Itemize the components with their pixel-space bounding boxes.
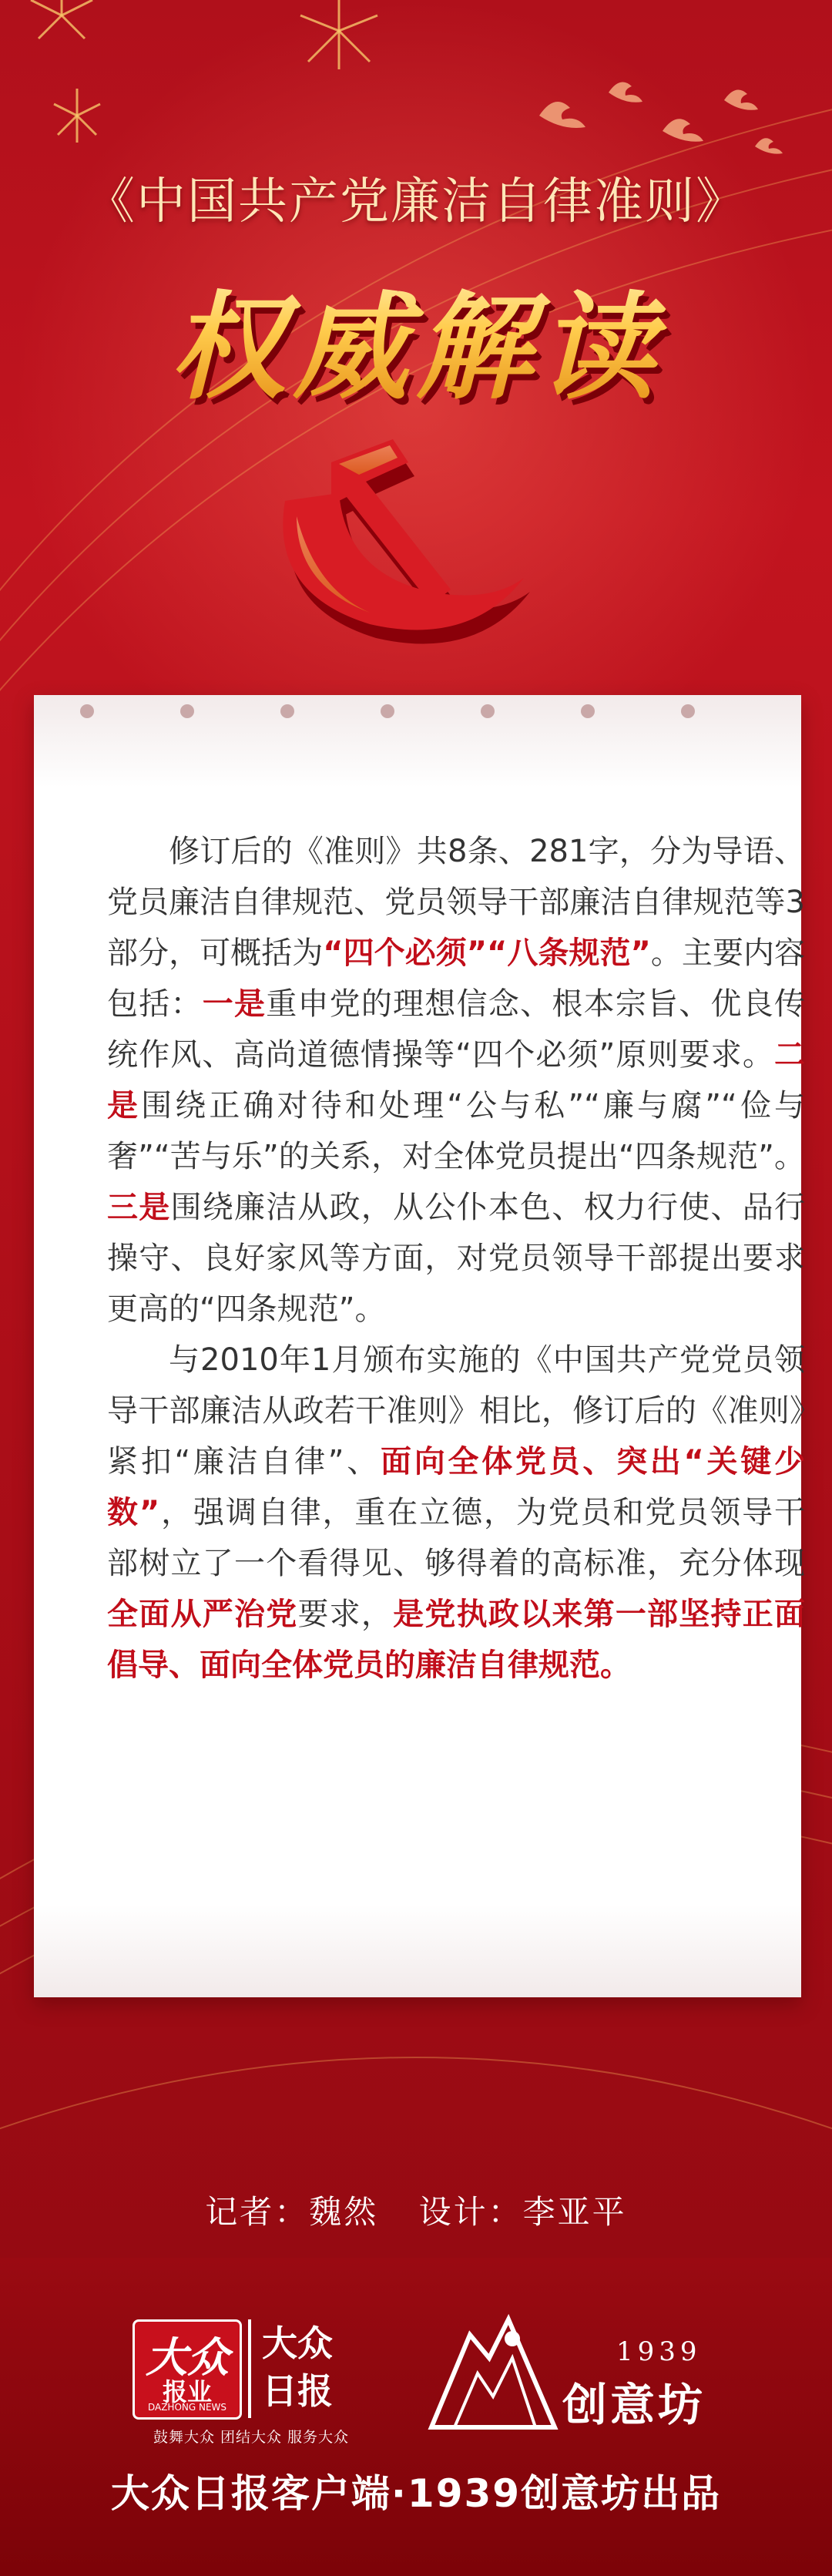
binding-hole (280, 704, 294, 718)
dazhong-logo (133, 2319, 242, 2420)
article-paragraph-1 (107, 826, 805, 1335)
highlight-text: 是党执政以来第一部坚持正面倡导、面向全体党员的廉洁自律规范。 (107, 1597, 806, 1683)
text-run: 要求， (297, 1597, 394, 1632)
logo-script-text: 大众 (146, 2333, 229, 2382)
binding-hole (180, 704, 194, 718)
text-run: 与2010年1月颁布实施的《中国共产党党员领导干部廉洁从政若干准则》相比，修订后的《准则》紧扣“廉洁自律”、 (107, 1342, 805, 1479)
binding-hole (481, 704, 495, 718)
brand-name: 创意坊 (562, 2379, 706, 2431)
brand-year: 1939 (616, 2336, 702, 2367)
text-run: ，强调自律，重在立德，为党员和党员领导干部树立了一个看得见、够得着的高标准，充分体现 (107, 1495, 805, 1581)
binding-hole (681, 704, 695, 718)
text-run: 重申党的理想信念、根本宗旨、优良传统作风、高尚道德情操等“四个必须”原则要求。 (107, 986, 806, 1073)
footer-producer-line: 大众日报客户端·1939创意坊出品 (110, 2471, 722, 2516)
text-run: 围绕正确对待和处理“公与私”“廉与腐”“俭与奢”“苦与乐”的关系，对全体党员提出“四条规范”。 (107, 1088, 805, 1174)
party-emblem-icon (239, 432, 547, 655)
designer-credit: 设计：李亚平 (418, 2193, 627, 2231)
logo-divider (248, 2319, 251, 2418)
credits (0, 2187, 832, 2233)
paper-bottom-edge (34, 1905, 801, 1997)
binding-hole (581, 704, 595, 718)
text-run: 修订后的《准则》共8条、281字，分为导语、党员廉洁自律规范、党员领导干部廉洁自律规范等3部分，可概括为 (107, 834, 805, 971)
article-card (34, 695, 806, 1997)
brand-1939-mark-icon (416, 2304, 570, 2435)
highlight-text: “四个必须”“八条规范” (323, 935, 651, 971)
highlight-text: 二是 (107, 1037, 805, 1123)
binding-hole (381, 704, 394, 718)
logo-name-line-1: 大众 (262, 2322, 333, 2364)
logo-sub-text: 报业 (162, 2377, 212, 2406)
subtitle: 《中国共产党廉洁自律准则》 (86, 173, 746, 230)
binding-hole (80, 704, 94, 718)
page-title: 权威解读 (0, 254, 832, 421)
highlight-text: 面向全体党员、突出“关键少数” (107, 1444, 805, 1530)
text-run: 。主要内容包括： (107, 935, 806, 1022)
highlight-text: 全面从严治党 (107, 1597, 298, 1632)
reporter-credit: 记者：魏然 (205, 2193, 379, 2231)
text-run: 围绕廉洁从政，从公仆本色、权力行使、品行操守、良好家风等方面，对党员领导干部提出要求更高的“四条规范”。 (107, 1190, 806, 1327)
article-paragraph-2 (107, 1335, 805, 1691)
highlight-text: 三是 (107, 1190, 171, 1225)
slogan: 鼓舞大众 团结大众 服务大众 (153, 2429, 350, 2446)
logo-name-line-2: 日报 (262, 2370, 333, 2412)
highlight-text: 一是 (202, 986, 267, 1022)
logo-name (262, 2319, 347, 2415)
article-body (107, 826, 805, 1691)
logo-en-text: DAZHONG NEWS (147, 2402, 227, 2413)
